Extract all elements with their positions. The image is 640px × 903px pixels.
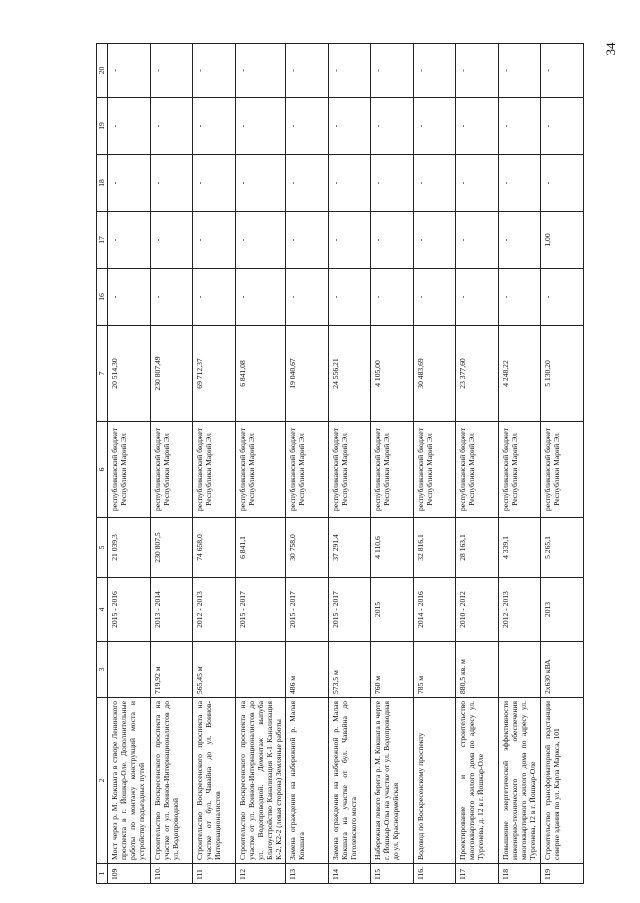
col-16-value: -: [193, 269, 236, 326]
funding-source: республиканский бюджет Республики Марий Эл: [328, 422, 371, 518]
funding-amount: 24 556,21: [328, 326, 371, 422]
project-name: Замена ограждения на набережной р. Малая Кокшага на участке от бул. Чавайна до Гоголевского моста: [328, 698, 371, 864]
col-19-value: -: [193, 98, 236, 155]
col-17-value: 1,00: [541, 212, 584, 269]
funding-source: республиканский бюджет Республики Марий Эл: [413, 422, 456, 518]
capacity: 785 м: [413, 642, 456, 698]
col-18-value: -: [193, 155, 236, 212]
col-20-value: -: [150, 44, 193, 98]
col-18-value: -: [235, 155, 286, 212]
data-table: [96, 43, 584, 884]
col-17-value: -: [498, 212, 541, 269]
total-cost: 6 841,1: [235, 518, 286, 578]
row-number: 110.: [150, 864, 193, 884]
period: 2013 - 2014: [150, 578, 193, 642]
table-row: [413, 44, 456, 884]
table-row: [150, 44, 193, 884]
col-20-value: -: [498, 44, 541, 98]
project-name: Строительство трансформаторной подстанции северне здания по ул. Карла Маркса, 101: [541, 698, 584, 864]
col-18-value: -: [456, 155, 499, 212]
period: 2015 - 2017: [235, 578, 286, 642]
period: 2015 - 2016: [108, 578, 151, 642]
row-number: 119: [541, 864, 584, 884]
funding-source: республиканский бюджет Республики Марий Эл: [193, 422, 236, 518]
header-cell: 6: [97, 422, 108, 518]
capacity: 2х630 кВА: [541, 642, 584, 698]
header-cell: 5: [97, 518, 108, 578]
funding-amount: 19 040,67: [286, 326, 329, 422]
funding-source: республиканский бюджет Республики Марий Эл: [456, 422, 499, 518]
header-cell: 1: [97, 864, 108, 884]
project-name: Проектирование и строительство многоквартирного жилого дома по адресу ул. Тургенева, д. 12 в г. Йошкар-Оле: [456, 698, 499, 864]
col-20-value: -: [371, 44, 414, 98]
col-19-value: -: [498, 98, 541, 155]
col-17-value: -: [150, 212, 193, 269]
col-17-value: -: [456, 212, 499, 269]
col-16-value: -: [371, 269, 414, 326]
col-19-value: -: [235, 98, 286, 155]
header-cell: 20: [97, 44, 108, 98]
col-17-value: -: [108, 212, 151, 269]
capacity: 565,45 м: [193, 642, 236, 698]
col-20-value: -: [286, 44, 329, 98]
col-17-value: -: [193, 212, 236, 269]
funding-amount: 4 105,00: [371, 326, 414, 422]
col-20-value: -: [235, 44, 286, 98]
col-18-value: -: [108, 155, 151, 212]
total-cost: 28 163,1: [456, 518, 499, 578]
col-19-value: -: [286, 98, 329, 155]
period: 2012 - 2013: [498, 578, 541, 642]
col-17-value: -: [286, 212, 329, 269]
page-number: 34: [603, 42, 618, 56]
col-16-value: -: [286, 269, 329, 326]
header-cell: 2: [97, 698, 108, 864]
funding-amount: 4 248,22: [498, 326, 541, 422]
col-16-value: -: [541, 269, 584, 326]
header-cell: 4: [97, 578, 108, 642]
row-number: 117: [456, 864, 499, 884]
period: 2015 - 2017: [328, 578, 371, 642]
funding-amount: 30 483,69: [413, 326, 456, 422]
col-17-value: -: [235, 212, 286, 269]
capacity: [235, 642, 286, 698]
rotated-table-wrapper: [96, 44, 624, 884]
row-number: 116.: [413, 864, 456, 884]
col-17-value: -: [371, 212, 414, 269]
funding-amount: 6 841,08: [235, 326, 286, 422]
col-16-value: -: [235, 269, 286, 326]
header-cell: 19: [97, 98, 108, 155]
col-16-value: -: [150, 269, 193, 326]
col-16-value: -: [413, 269, 456, 326]
table-row: [371, 44, 414, 884]
total-cost: 5 265,1: [541, 518, 584, 578]
funding-source: республиканский бюджет Республики Марий Эл: [541, 422, 584, 518]
funding-amount: 20 514,30: [108, 326, 151, 422]
col-18-value: -: [498, 155, 541, 212]
col-17-value: -: [413, 212, 456, 269]
project-name: Мост через р. М. Кокшага в створе Ленинского проспекта в г. Йошкар-Оле. Дополнительные работы по монтажу конструкций моста и устройству подъездных путей: [108, 698, 151, 864]
col-16-value: -: [108, 269, 151, 326]
col-20-value: -: [456, 44, 499, 98]
funding-source: республиканский бюджет Республики Марий Эл: [498, 422, 541, 518]
row-number: 109: [108, 864, 151, 884]
col-18-value: -: [371, 155, 414, 212]
period: 2015: [371, 578, 414, 642]
funding-source: республиканский бюджет Республики Марий Эл: [371, 422, 414, 518]
project-name: Строительство Воскресенского проспекта на участке от ул. Воинов-Интернационалистов до ул. Водопроводной: [150, 698, 193, 864]
project-name: Строительство Воскресенского проспекта на участке от бул. Чавайна до ул. Воинов-Интернационалистов: [193, 698, 236, 864]
project-name: Набережная левого берега р. М. Кокшага в черте г. Йошкар-Олы на участке от ул. Водопроводная до ул. Красноармейская: [371, 698, 414, 864]
capacity: 760 м: [371, 642, 414, 698]
table-row: [456, 44, 499, 884]
total-cost: 230 807,5: [150, 518, 193, 578]
project-name: Водовод по Воскресенскому проспекту: [413, 698, 456, 864]
col-20-value: -: [413, 44, 456, 98]
period: 2015 - 2017: [286, 578, 329, 642]
col-19-value: -: [371, 98, 414, 155]
col-19-value: -: [413, 98, 456, 155]
table-row: [541, 44, 584, 884]
capacity: [108, 642, 151, 698]
col-18-value: -: [150, 155, 193, 212]
capacity: 880,5 кв. м: [456, 642, 499, 698]
funding-amount: 69 712,37: [193, 326, 236, 422]
row-number: 113: [286, 864, 329, 884]
row-number: 112: [235, 864, 286, 884]
funding-amount: 230 807,49: [150, 326, 193, 422]
project-name: Строительство Воскресенского проспекта на участке от ул. Воинов-Интернационалистов до ул. Водопроводной. Демонтаж выпуба Благоустройство Канализация К-1 Канализация К-2, К2-2 (левая сторона) Земляные работы: [235, 698, 286, 864]
table-row: [235, 44, 286, 884]
col-20-value: -: [193, 44, 236, 98]
row-number: 111: [193, 864, 236, 884]
funding-amount: 5 130,20: [541, 326, 584, 422]
col-18-value: -: [328, 155, 371, 212]
col-19-value: -: [150, 98, 193, 155]
table-row: [498, 44, 541, 884]
col-18-value: -: [541, 155, 584, 212]
funding-source: республиканский бюджет Республики Марий Эл: [286, 422, 329, 518]
table-row: [328, 44, 371, 884]
col-20-value: -: [328, 44, 371, 98]
table-header-row: [97, 44, 108, 884]
header-cell: 16: [97, 269, 108, 326]
col-20-value: -: [108, 44, 151, 98]
col-16-value: -: [498, 269, 541, 326]
period: 2013: [541, 578, 584, 642]
row-number: 115: [371, 864, 414, 884]
table-row: [193, 44, 236, 884]
capacity: [498, 642, 541, 698]
total-cost: 32 816,1: [413, 518, 456, 578]
header-cell: 18: [97, 155, 108, 212]
col-19-value: -: [328, 98, 371, 155]
col-19-value: -: [541, 98, 584, 155]
col-19-value: -: [108, 98, 151, 155]
col-19-value: -: [456, 98, 499, 155]
row-number: 114: [328, 864, 371, 884]
col-17-value: -: [328, 212, 371, 269]
funding-amount: 23 377,60: [456, 326, 499, 422]
row-number: 118: [498, 864, 541, 884]
total-cost: 21 039,3: [108, 518, 151, 578]
header-cell: 7: [97, 326, 108, 422]
period: 2014 - 2016: [413, 578, 456, 642]
header-cell: 17: [97, 212, 108, 269]
funding-source: республиканский бюджет Республики Марий Эл: [150, 422, 193, 518]
total-cost: 37 291,4: [328, 518, 371, 578]
col-16-value: -: [328, 269, 371, 326]
project-name: Повышение энергетической эффективности инженерно-технического обеспечения многоквартирного жилого дома по адресу ул. Тургенева, 12 в г. Йошкар-Оле: [498, 698, 541, 864]
table-row: [108, 44, 151, 884]
project-name: Замена ограждения на набережной р. Малая Кокшага: [286, 698, 329, 864]
col-16-value: -: [456, 269, 499, 326]
total-cost: 30 758,0: [286, 518, 329, 578]
total-cost: 4 339,1: [498, 518, 541, 578]
total-cost: 74 658,0: [193, 518, 236, 578]
period: 2010 - 2012: [456, 578, 499, 642]
header-cell: 3: [97, 642, 108, 698]
total-cost: 4 110,6: [371, 518, 414, 578]
capacity: 573,5 м: [328, 642, 371, 698]
col-18-value: -: [413, 155, 456, 212]
col-18-value: -: [286, 155, 329, 212]
col-20-value: -: [541, 44, 584, 98]
funding-source: республиканский бюджет Республики Марий Эл: [108, 422, 151, 518]
funding-source: республиканский бюджет Республики Марий Эл: [235, 422, 286, 518]
table-row: [286, 44, 329, 884]
period: 2012 - 2013: [193, 578, 236, 642]
capacity: 719,92 м: [150, 642, 193, 698]
capacity: 486 м: [286, 642, 329, 698]
